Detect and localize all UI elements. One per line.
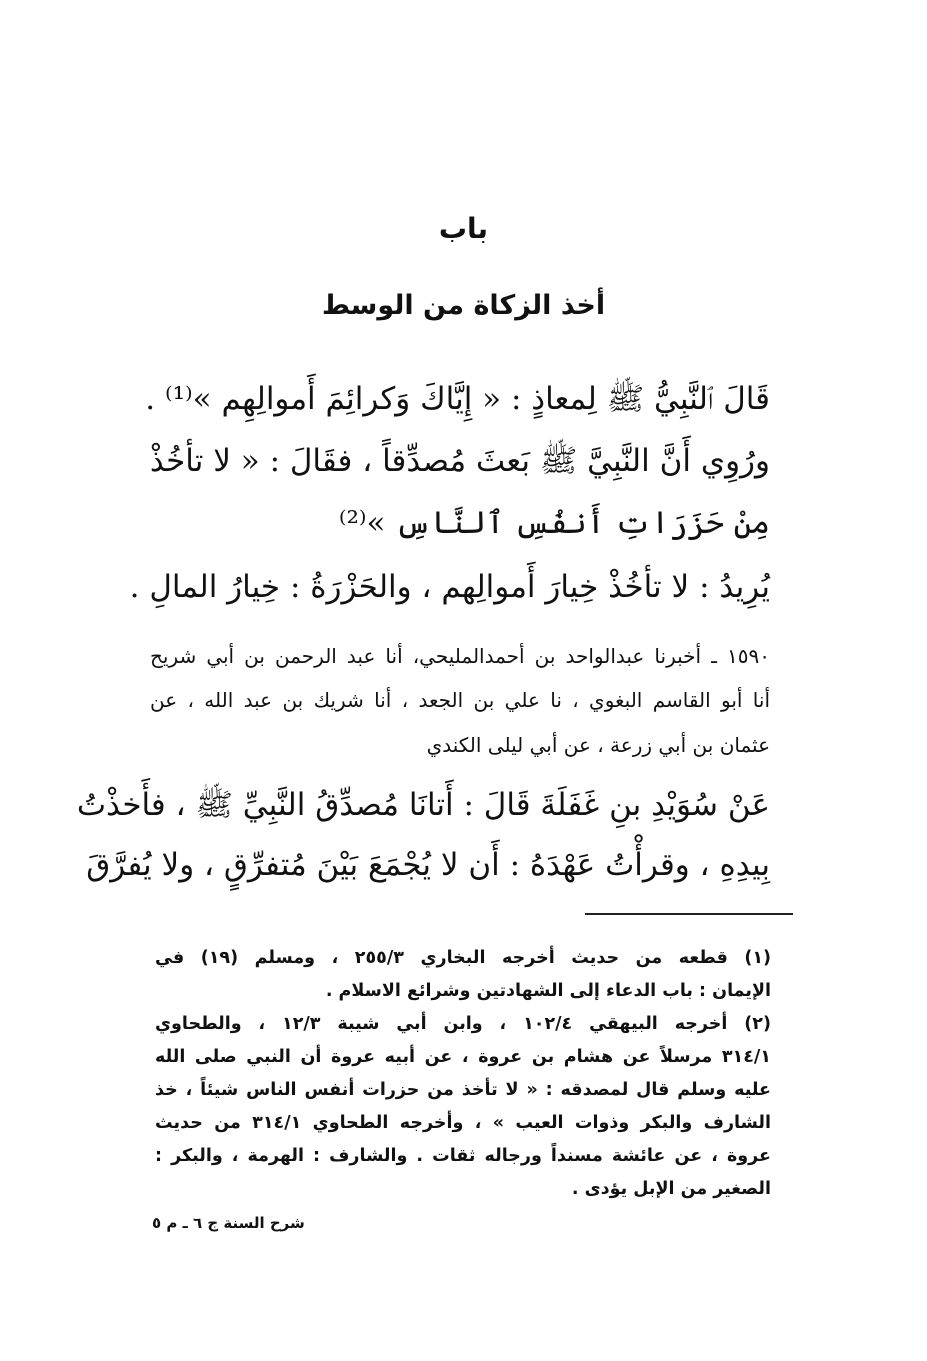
footnote-line: ٣١٤/١ مرسلاً عن هشام بن عروة ، عن أبيه عروة أن النبي صلى الله bbox=[155, 1047, 771, 1067]
footnote-line: عليه وسلم قال لمصدقه : « لا تأخذ من حزرات أنفس الناس شيئاً ، خذ bbox=[155, 1080, 771, 1100]
footnote-divider bbox=[585, 913, 793, 915]
chapter-label: باب bbox=[438, 212, 489, 245]
text-line: بِيدِهِ ، وقرأْتُ عَهْدَهُ : أَن لا يُجْمَعَ بَيْنَ مُتفرِّقٍ ، ولا يُفرَّقَ bbox=[86, 847, 770, 883]
footnote-line: الصغير من الإبل يؤدى . bbox=[571, 1179, 771, 1199]
footnote-line: الإيمان : باب الدعاء إلى الشهادتين وشرائع الاسلام . bbox=[325, 981, 771, 1001]
footnote-line: (٢) أخرجه البيهقي ١٠٢/٤ ، وابن أبي شيبة ١٢/٣ ، والطحاوي bbox=[155, 1014, 771, 1034]
isnad-line: عثمان بن أبي زرعة ، عن أبي ليلى الكندي bbox=[426, 733, 770, 757]
text-line: مِنْ حَزَرَاتِ أَنفُسِ ٱلنَّاسِ »⁽²⁾ bbox=[338, 505, 770, 541]
text-line: قَالَ ٱلنَّبِيُّ ﷺ لِمعاذٍ : « إِيَّاكَ وَكرائِمَ أَموالِهِم »⁽¹⁾ . bbox=[145, 381, 770, 417]
text-line: يُرِيدُ : لا تأخُذْ خِيارَ أَموالِهم ، والحَزْرَةُ : خِيارُ المالِ . bbox=[129, 569, 770, 605]
text-line: ورُوِي أَنَّ النَّبِيَّ ﷺ بَعثَ مُصدِّقاً ، فقَالَ : « لا تأخُذْ bbox=[149, 443, 770, 479]
footnote-line: عروة ، عن عائشة مسنداً ورجاله ثقات . والشارف : الهرمة ، والبكر : bbox=[155, 1146, 771, 1166]
footnote-line: الشارف والبكر وذوات العيب » ، وأخرجه الطحاوي ٣١٤/١ من حديث bbox=[155, 1113, 771, 1133]
text-line: عَنْ سُوَيْدِ بنِ غَفَلَةَ قَالَ : أَتانَا مُصدِّقُ النَّبِيِّ ﷺ ، فأَخذْتُ bbox=[76, 787, 770, 823]
isnad-line: أنا أبو القاسم البغوي ، نا علي بن الجعد ، أنا شريك بن عبد الله ، عن bbox=[150, 688, 770, 712]
footnote-line: (١) قطعه من حديث أخرجه البخاري ٢٥٥/٣ ، ومسلم (١٩) في bbox=[155, 948, 772, 968]
isnad-line: ١٥٩٠ ـ أخبرنا عبدالواحد بن أحمدالمليحي، أنا عبد الرحمن بن أبي شريح bbox=[150, 644, 770, 668]
book-signature: شرح السنة ج ٦ ـ م ٥ bbox=[152, 1214, 305, 1232]
chapter-title: أخذ الزكاة من الوسط bbox=[321, 290, 606, 321]
